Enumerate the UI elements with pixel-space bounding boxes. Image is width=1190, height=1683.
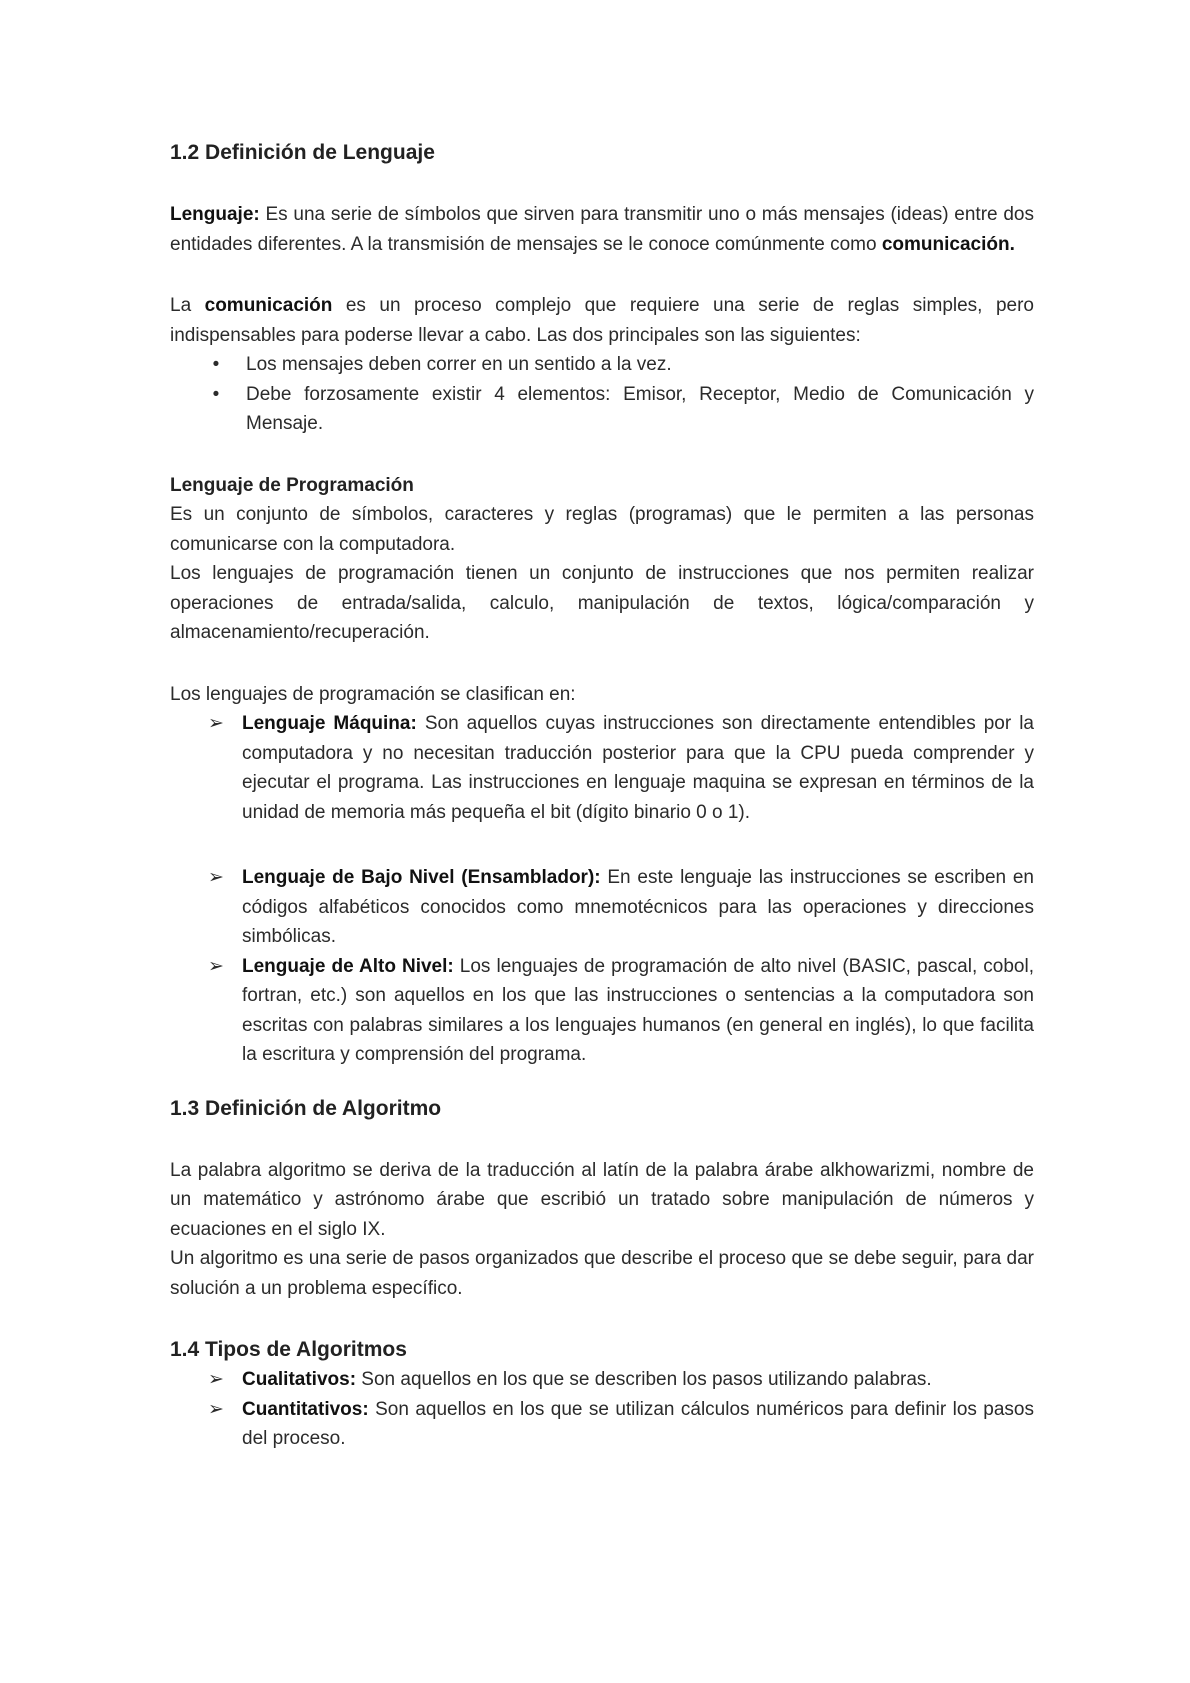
list-item [170,1365,1034,1395]
list-item-term: Cuantitativos: [242,1398,369,1420]
list-item-text: Son aquellos en los que se describen los pasos utilizando palabras. [356,1369,932,1390]
section-heading-tipos: 1.4 Tipos de Algoritmos [170,1338,407,1361]
programacion-paragraph-1: Es un conjunto de símbolos, caracteres y reglas (programas) que le permiten a las personas comunicarse con la computadora. [170,504,1034,555]
classification-intro: Los lenguajes de programación se clasifican en: [170,683,576,705]
programacion-paragraph-2: Los lenguajes de programación tienen un conjunto de instrucciones que nos permiten realizar operaciones de entrada/salida, calculo, manipulación de textos, lógica/comparación y almacenamiento/recuperación. [170,563,1034,643]
list-item [170,863,1034,952]
list-item-term: Lenguaje de Bajo Nivel (Ensamblador): [242,867,601,888]
comunicacion-text: es un proceso complejo que requiere una serie de reglas simples, pero indispensables para poderse llevar a cabo. Las dos principales son las siguientes: [170,295,1034,346]
arrow-bullet-icon: ➢ [208,955,224,977]
programacion-heading: Lenguaje de Programación [170,474,414,496]
list-item-text: Los mensajes deben correr en un sentido a la vez. [246,354,672,375]
arrow-bullet-icon: ➢ [208,713,224,734]
lenguaje-definition [170,200,1034,259]
comunicacion-pre: La [170,295,205,316]
arrow-bullet-icon: ➢ [208,1369,224,1390]
arrow-bullet-icon: ➢ [208,1398,224,1420]
lenguaje-term: Lenguaje: [170,204,260,225]
list-item-text: Los lenguajes de programación de alto nivel (BASIC, pascal, cobol, fortran, etc.) son aquellos en los que las instrucciones o sentencias a la computadora son escritas con palabras similares a los lenguajes humanos (en general en inglés), lo que facilita la escritura y comprensión del programa. [242,955,1034,1065]
list-item [170,350,1034,380]
list-item [170,952,1034,1070]
algorithm-types-list [170,1365,1034,1454]
communication-rules-list [170,350,1034,439]
document-page [170,138,1034,1454]
arrow-bullet-icon: ➢ [208,867,224,888]
lenguaje-end: comunicación. [881,233,1015,255]
list-item-text: Son aquellos cuyas instrucciones son directamente entendibles por la computadora y no necesitan traducción posterior para que la CPU pueda comprender y ejecutar el programa. Las instrucciones en lenguaje maquina se expresan en términos de la unidad de memoria más pequeña el bit (dígito binario 0 o 1). [242,713,1034,823]
list-item [170,709,1034,827]
section-heading-algoritmo: 1.3 Definición de Algoritmo [170,1096,442,1120]
list-item-term: Lenguaje de Alto Nivel: [242,955,454,977]
list-item [170,1395,1034,1454]
list-item [170,380,1034,439]
list-item-text: Son aquellos en los que se utilizan cálculos numéricos para definir los pasos del proceso. [242,1398,1034,1449]
lenguaje-text: Es una serie de símbolos que sirven para transmitir uno o más mensajes (ideas) entre dos entidades diferentes. A la transmisión de mensajes se le conoce comúnmente como [170,204,1034,255]
comunicacion-term: comunicación [204,295,333,316]
list-item-term: Lenguaje Máquina: [242,713,417,734]
algoritmo-paragraph-1: La palabra algoritmo se deriva de la traducción al latín de la palabra árabe alkhowarizmi, nombre de un matemático y astrónomo árabe que escribió un tratado sobre manipulación de números y ecuaciones en el siglo IX. [170,1159,1034,1240]
section-heading-lenguaje: 1.2 Definición de Lenguaje [170,141,435,164]
comunicacion-paragraph [170,291,1034,350]
list-item-text: En este lenguaje las instrucciones se escriben en códigos alfabéticos conocidos como mnemotécnicos para las operaciones y direcciones simbólicas. [242,867,1034,947]
algoritmo-paragraph-2: Un algoritmo es una serie de pasos organizados que describe el proceso que se debe seguir, para dar solución a un problema específico. [170,1248,1034,1299]
bullet-icon: • [212,383,220,405]
list-item-text: Debe forzosamente existir 4 elementos: Emisor, Receptor, Medio de Comunicación y Mensaje. [246,383,1034,434]
bullet-icon: • [212,354,220,375]
language-types-list [170,709,1034,1070]
list-item-term: Cualitativos: [242,1369,357,1390]
